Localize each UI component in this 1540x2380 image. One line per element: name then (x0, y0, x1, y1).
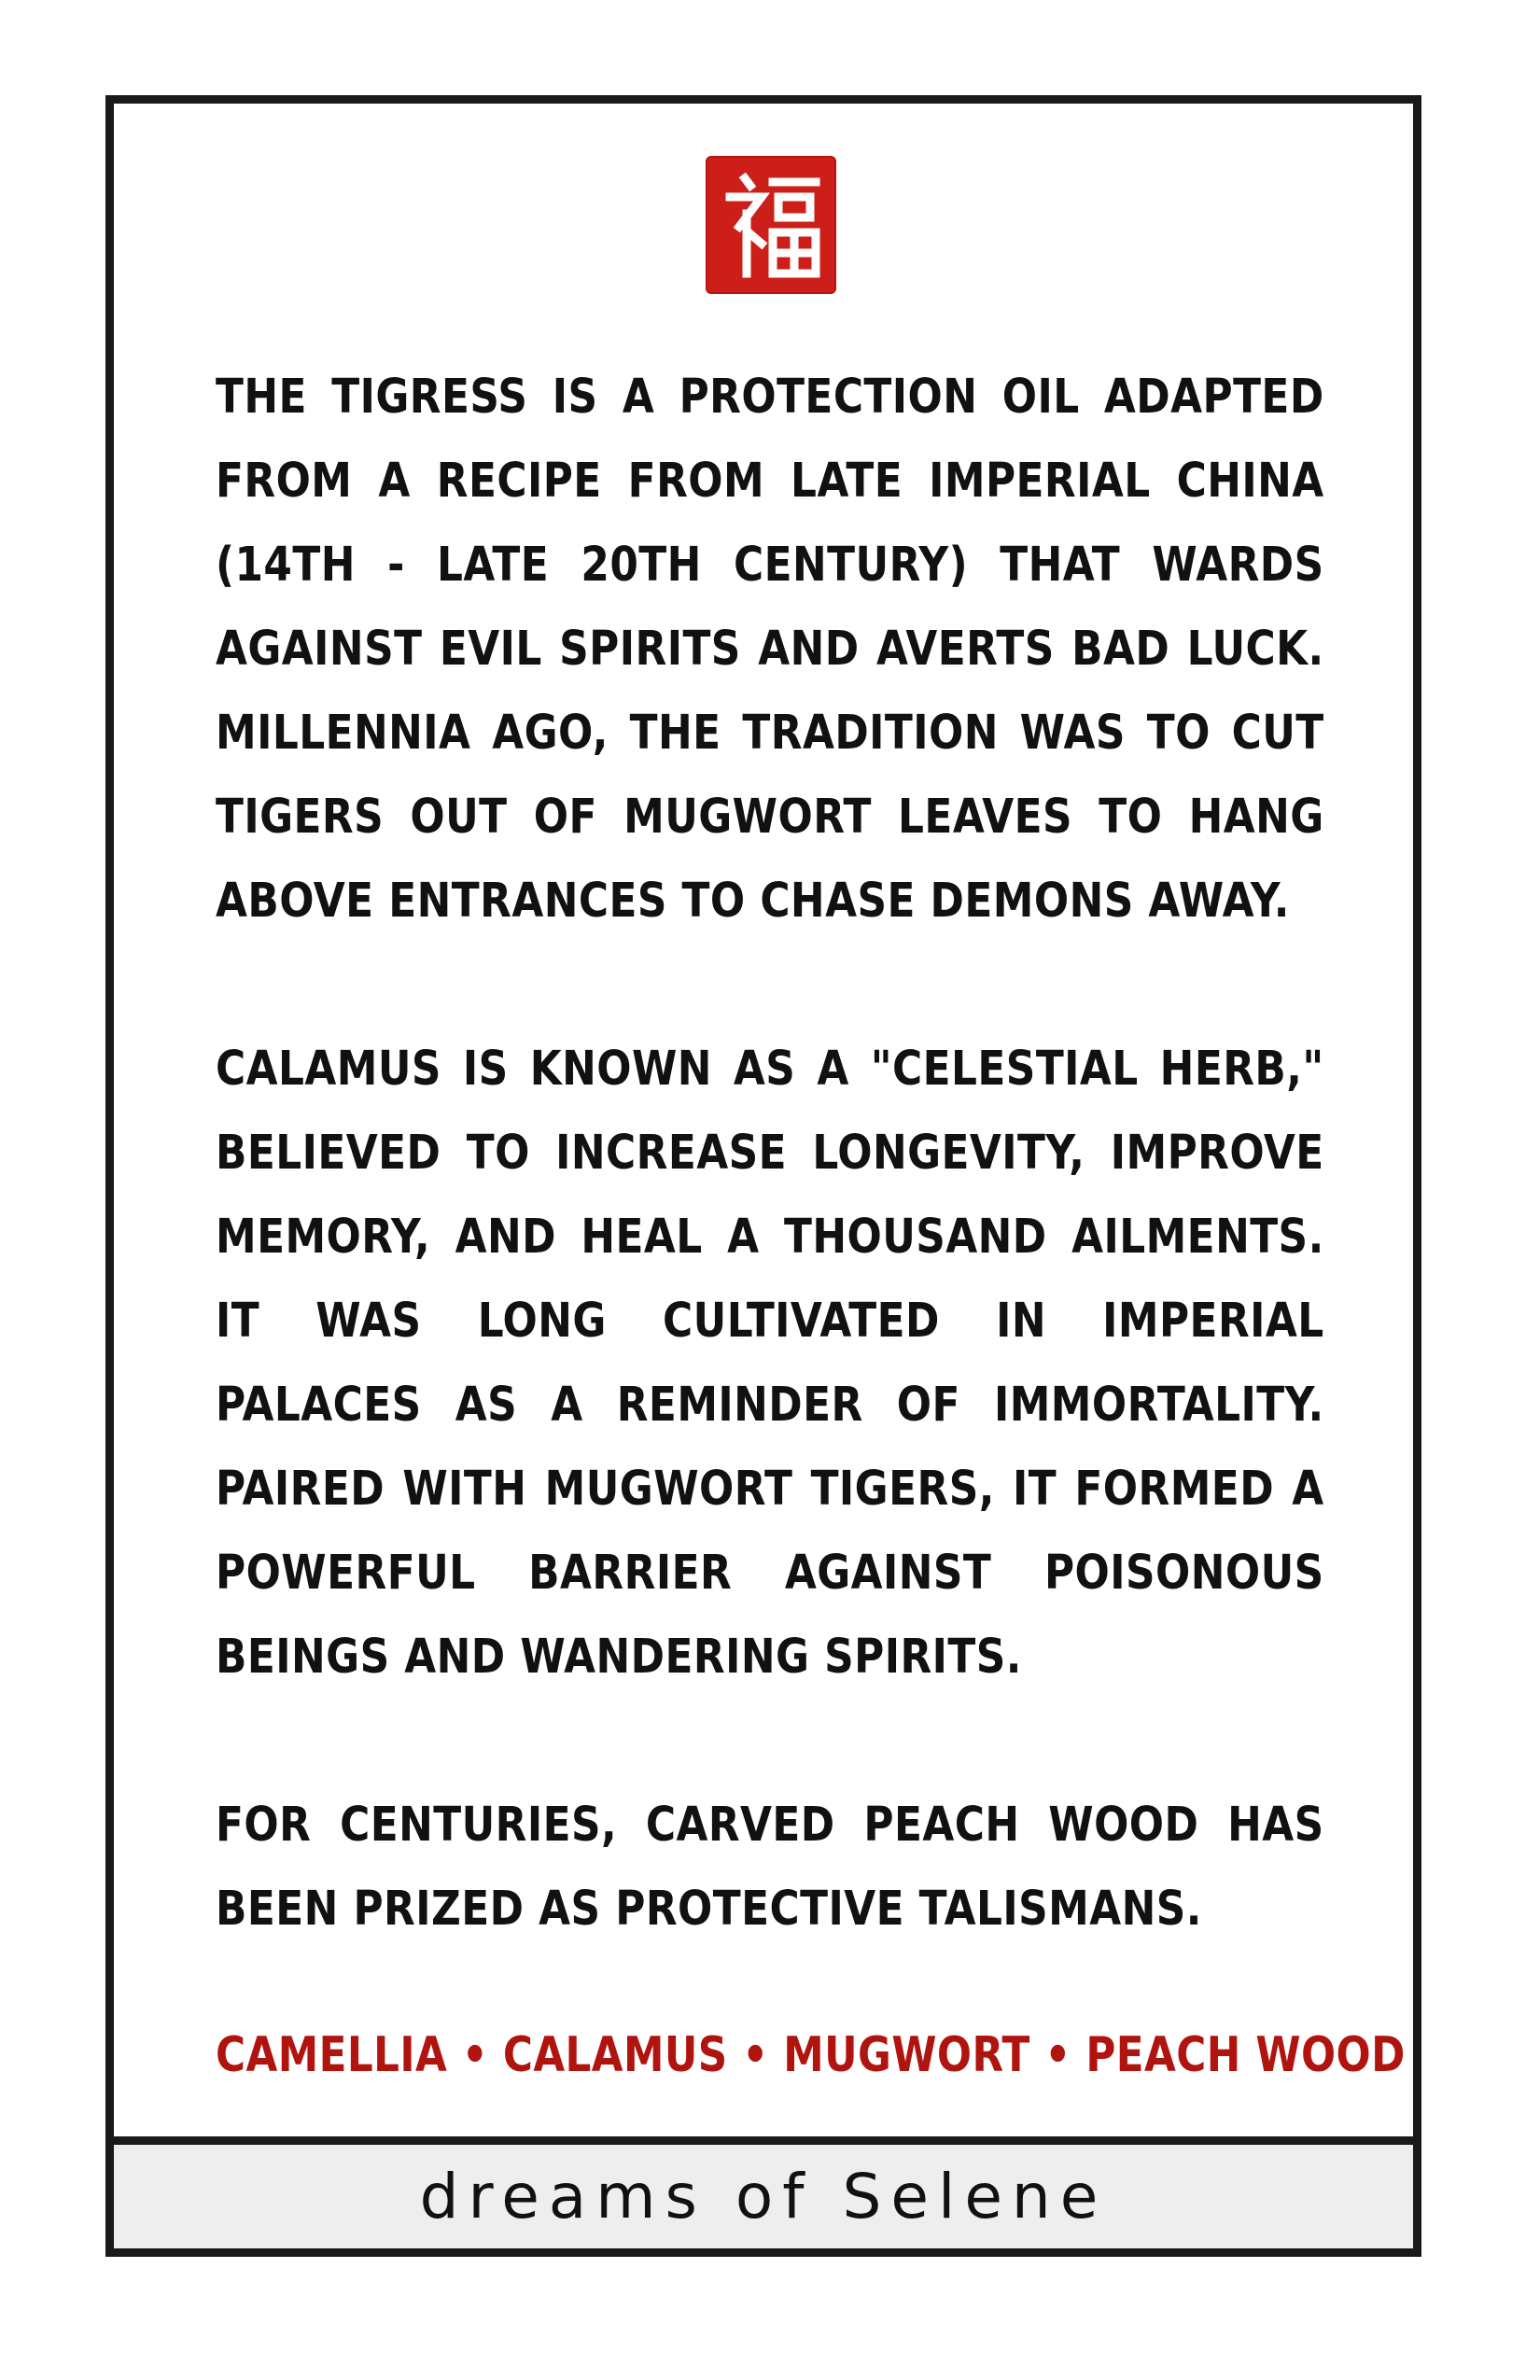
paragraph-peach-wood: FOR CENTURIES, CARVED PEACH WOOD HAS BEEN PRIZED AS PROTECTIVE TALISMANS. (216, 1798, 1324, 1937)
fu-seal-glyph (707, 158, 834, 292)
footer-band (114, 2136, 1413, 2248)
fu-seal-icon (707, 158, 834, 292)
paragraph-calamus: CALAMUS IS KNOWN AS A "CELESTIAL HERB," BELIEVED TO INCREASE LONGEVITY, IMPROVE MEMORY, AND HEAL A THOUSAND AILMENTS. IT WAS LONG CULTIVATED IN IMPERIAL PALACES AS A REMINDER OF IMMORTALITY. PAIRED WITH MUGWORT TIGERS, IT FORMED A POWERFUL BARRIER AGAINST POISONOUS BEINGS AND WANDERING SPIRITS. (216, 1042, 1324, 1685)
paragraph-tigress: THE TIGRESS IS A PROTECTION OIL ADAPTED FROM A RECIPE FROM LATE IMPERIAL CHINA (14TH - LATE 20TH CENTURY) THAT WARDS AGAINST EVIL SPIRITS AND AVERTS BAD LUCK. MILLENNIA AGO, THE TRADITION WAS TO CUT TIGERS OUT OF MUGWORT LEAVES TO HANG ABOVE ENTRANCES TO CHASE DEMONS AWAY. (216, 370, 1324, 929)
ingredients-list: CAMELLIA • CALAMUS • MUGWORT • PEACH WOOD (216, 2027, 1406, 2083)
brand-name: dreams of Selene (419, 2161, 1108, 2233)
label-card (105, 95, 1421, 2257)
description (216, 356, 1324, 2036)
